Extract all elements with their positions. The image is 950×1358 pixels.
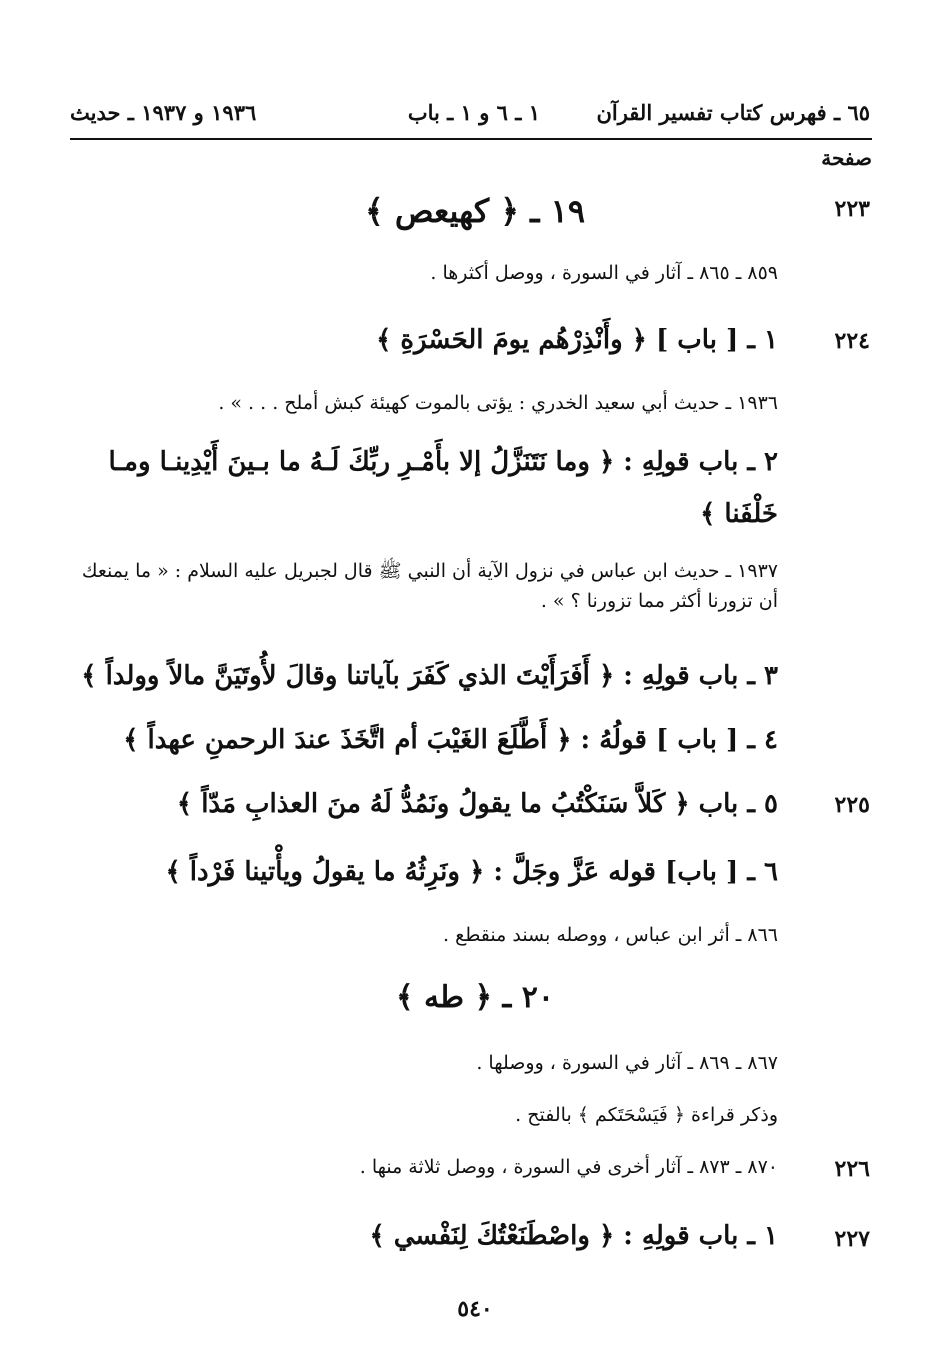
page-number-224: ٢٢٤ [834,328,870,354]
athar-870-873: ٨٧٠ ـ ٨٧٣ ـ آثار أخرى في السورة ، ووصل ثلاثة منها . [359,1156,778,1178]
surah-20-title: ٢٠ ـ ﴿ طه ﴾ [396,980,554,1015]
page-number-223: ٢٢٣ [834,196,870,222]
page-footer-number: ٥٤٠ [457,1296,493,1322]
header-rule [70,138,872,140]
bab-2-heading: ٢ ـ باب قولِهِ : ﴿ وما نَتَنَزَّلُ إلا بأَمْـرِ ربِّكَ لَـهُ ما بـينَ أَيْدِينـا ومـا خَلْفَنا ﴾ [108,447,778,529]
athar-867-869: ٨٦٧ ـ ٨٦٩ ـ آثار في السورة ، ووصلها . [476,1052,778,1074]
page-number-226: ٢٢٦ [834,1156,870,1182]
bab-1-heading: ١ ـ [ باب ] ﴿ وأَنْذِرْهُم يومَ الحَسْرَةِ ﴾ [376,325,778,355]
qiraa-note: وذكر قراءة ﴿ فَيَسْحَتَكم ﴾ بالفتح . [515,1104,778,1126]
header-title-right: ٦٥ ـ فهرس كتاب تفسير القرآن [596,100,870,125]
surah-19-title: ١٩ ـ ﴿ كهيعص ﴾ [364,192,586,230]
page-number-225: ٢٢٥ [834,792,870,818]
bab-6-heading: ٦ ـ [ باب] قوله عَزَّ وجَلَّ : ﴿ ونَرِثُهُ ما يقولُ ويأْتينا فَرْداً ﴾ [165,857,778,887]
header-title-center: ١ ـ ٦ و ١ ـ باب [407,100,540,125]
hadith-1937: ١٩٣٧ ـ حديث ابن عباس في نزول الآية أن النبي ﷺ قال لجبريل عليه السلام : « ما يمنعك أن تزورنا أكثر مما تزورنا ؟ » . [81,560,778,612]
page-number-227: ٢٢٧ [834,1226,870,1252]
bab-4-heading: ٤ ـ [ باب ] قولُهُ : ﴿ أَطَّلَعَ الغَيْبَ أم اتَّخَذَ عندَ الرحمنِ عهداً ﴾ [123,725,778,755]
bab-3-heading: ٣ ـ باب قولِهِ : ﴿ أَفَرَأَيْتَ الذي كَفَرَ بآياتنا وقالَ لأُوتَيَنَّ مالاً وولداً ﴾ [81,661,778,691]
athar-859-865: ٨٥٩ ـ ٨٦٥ ـ آثار في السورة ، ووصل أكثرها . [430,262,778,284]
hadith-1936: ١٩٣٦ ـ حديث أبي سعيد الخدري : يؤتى بالموت كهيئة كبش أملح . . . » . [218,392,778,414]
bab-5-heading: ٥ ـ باب ﴿ كَلاَّ سَنَكْتُبُ ما يقولُ ونَمُدُّ لَهُ منَ العذابِ مَدّاً ﴾ [176,789,778,819]
page-column-label: صفحة [821,146,872,170]
athar-866: ٨٦٦ ـ أثر ابن عباس ، ووصله بسند منقطع . [443,924,778,946]
header-title-left: ١٩٣٦ و ١٩٣٧ ـ حديث [70,100,257,125]
bab-t1-heading: ١ ـ باب قولِهِ : ﴿ واصْطَنَعْتُكَ لِنَفْسي ﴾ [369,1221,778,1251]
